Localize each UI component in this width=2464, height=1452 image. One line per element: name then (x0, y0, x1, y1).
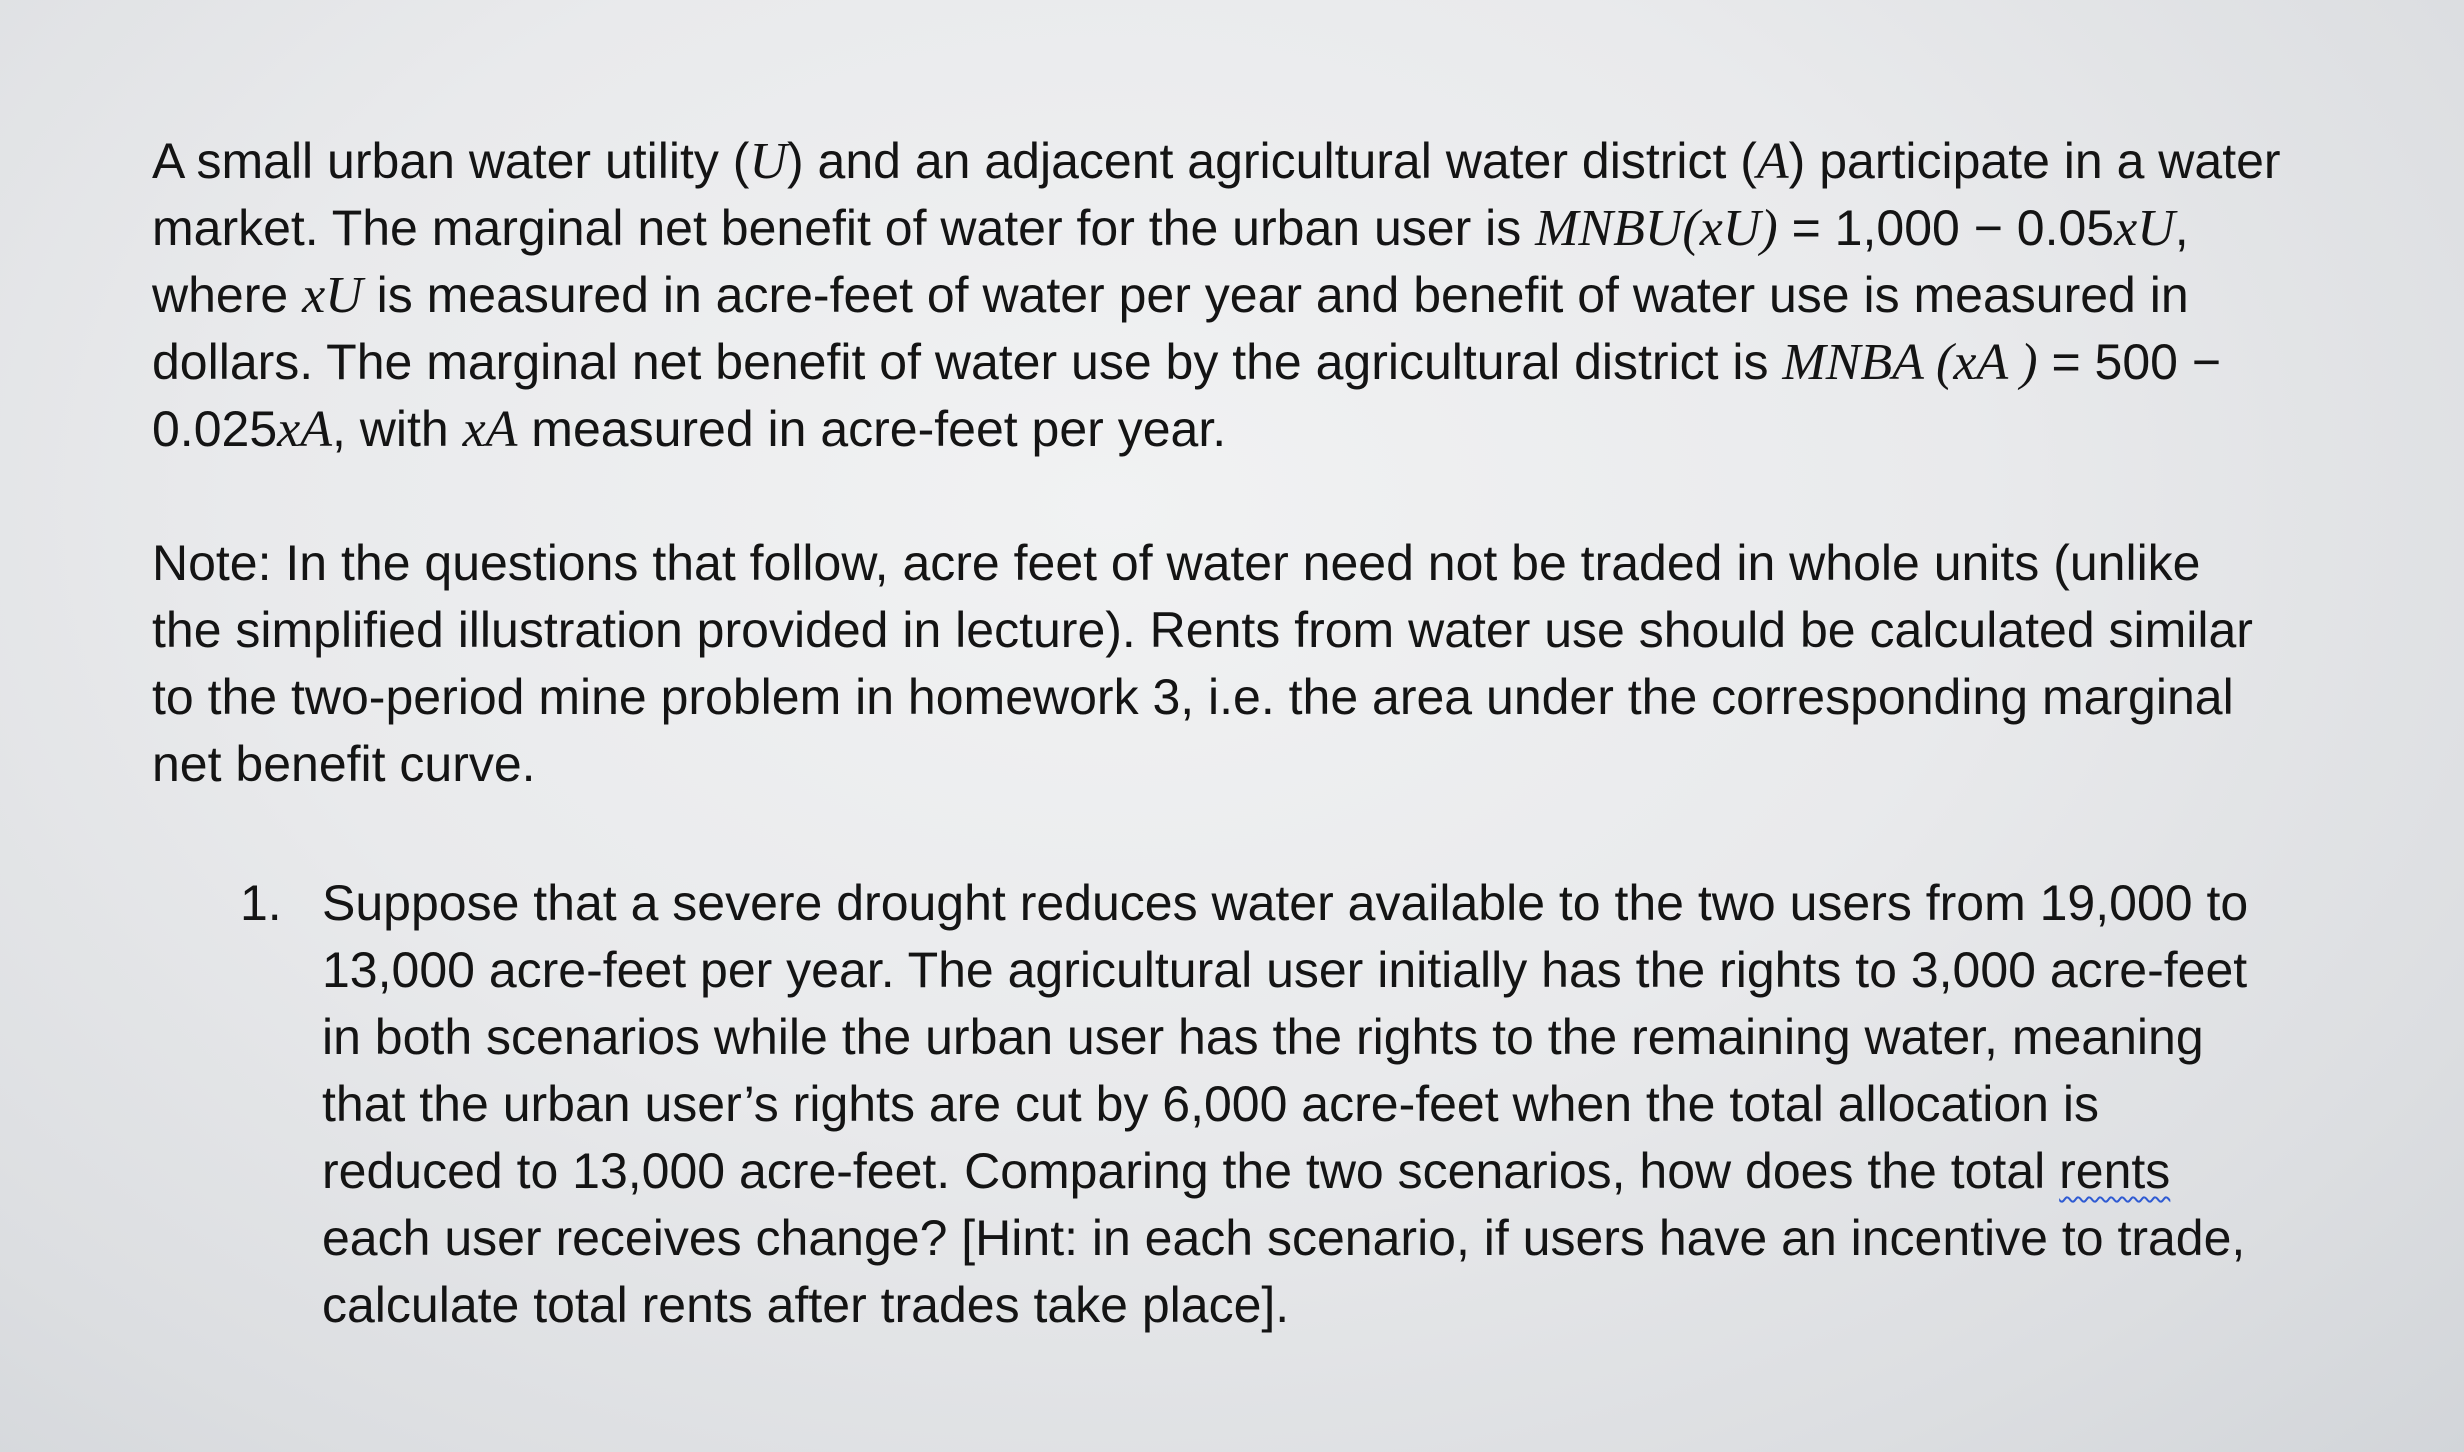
note-line-4: net benefit curve. (152, 736, 536, 792)
question-list (240, 870, 2340, 1339)
intro-line-3: where xU is measured in acre-feet of water per year and benefit of water use is measured in (152, 267, 2189, 324)
math-xA: xA (277, 401, 332, 458)
intro-line-5: 0.025xA, with xA measured in acre-feet per year. (152, 401, 1227, 458)
math-A: A (1756, 133, 1789, 190)
intro-line-2: market. The marginal net benefit of water for the urban user is MNBU(xU) = 1,000 − 0.05xU, (152, 200, 2189, 257)
question-line-3: in both scenarios while the urban user has the rights to the remaining water, meaning (322, 1009, 2204, 1065)
intro-line-4: dollars. The marginal net benefit of water use by the agricultural district is MNBA (xA ) = 500 − (152, 334, 2222, 391)
intro-paragraph (152, 128, 2372, 463)
question-line-7: calculate total rents after trades take place]. (322, 1277, 1290, 1333)
question-line-5: reduced to 13,000 acre-feet. Comparing the two scenarios, how does the total rents (322, 1143, 2171, 1199)
problem-document (152, 128, 2372, 798)
math-xA-2: xA (462, 401, 518, 458)
question-line-1: Suppose that a severe drought reduces water available to the two users from 19,000 to (322, 875, 2249, 931)
question-number: 1. (240, 875, 282, 931)
note-paragraph (152, 530, 2372, 798)
question-1 (240, 870, 2340, 1339)
math-xU-2: xU (302, 267, 363, 324)
intro-line-1: A small urban water utility (U) and an adjacent agricultural water district (A) participate in a water (152, 133, 2281, 190)
note-line-2: the simplified illustration provided in lecture). Rents from water use should be calculated similar (152, 602, 2253, 658)
question-line-4: that the urban user’s rights are cut by 6,000 acre-feet when the total allocation is (322, 1076, 2099, 1132)
question-line-6: each user receives change? [Hint: in each scenario, if users have an incentive to trade, (322, 1210, 2246, 1266)
question-text (322, 870, 2248, 1339)
question-line-2: 13,000 acre-feet per year. The agricultural user initially has the rights to 3,000 acre-feet (322, 942, 2248, 998)
math-mnbu: MNBU(xU) (1535, 200, 1778, 257)
spellcheck-underlined-word[interactable]: rents (2059, 1143, 2171, 1199)
math-mnba: MNBA (xA ) (1782, 334, 2038, 391)
note-line-3: to the two-period mine problem in homework 3, i.e. the area under the corresponding marginal (152, 669, 2234, 725)
note-line-1: Note: In the questions that follow, acre feet of water need not be traded in whole units (unlike (152, 535, 2201, 591)
math-xU: xU (2114, 200, 2175, 257)
math-U: U (749, 133, 787, 190)
